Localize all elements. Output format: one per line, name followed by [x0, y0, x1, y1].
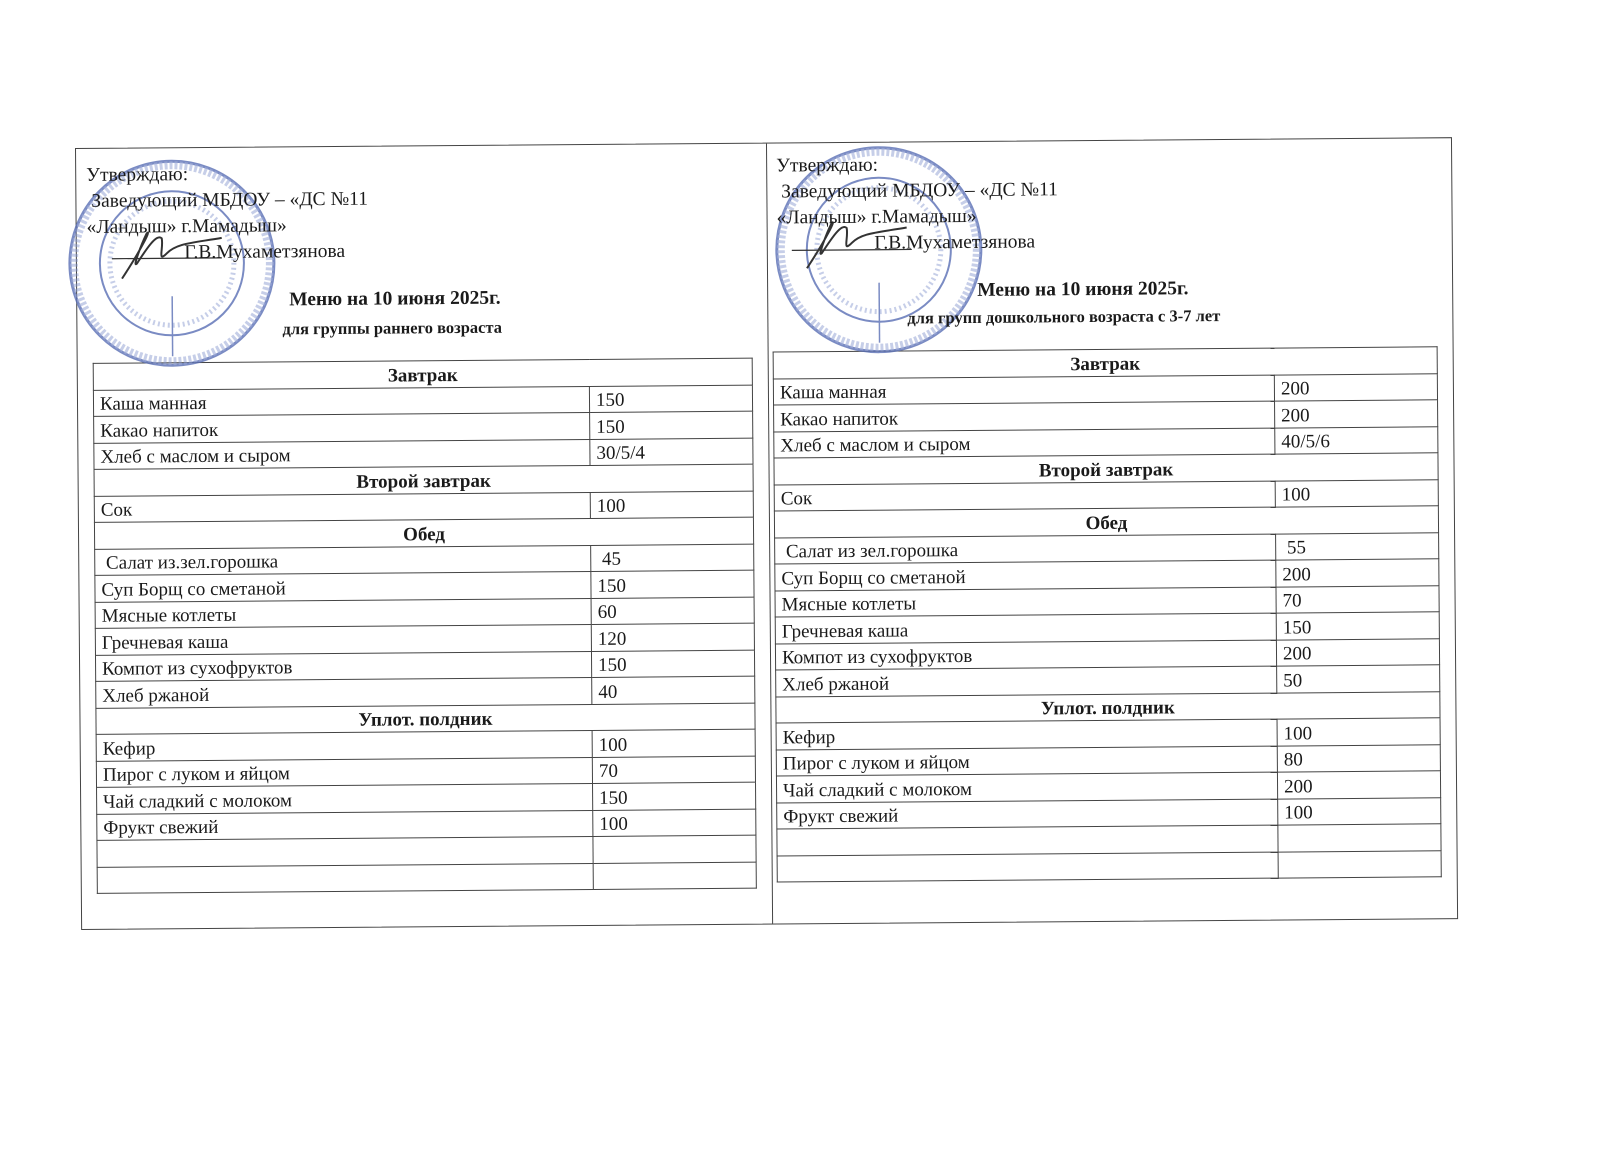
section-title: Обед	[94, 517, 753, 549]
portion-grams: 200	[1276, 638, 1439, 666]
dish-name: Фрукт свежий	[97, 810, 593, 840]
menu-table	[93, 358, 757, 894]
portion-grams: 200	[1274, 373, 1437, 401]
document-frame	[75, 137, 1458, 930]
portion-grams: 80	[1277, 744, 1440, 772]
menu-title: Меню на 10 июня 2025г.	[289, 287, 501, 311]
portion-grams: 40	[592, 676, 755, 704]
dish-name	[777, 852, 1278, 882]
dish-name	[777, 825, 1278, 855]
dish-name: Кефир	[776, 719, 1277, 749]
approval-label: Утверждаю:	[776, 154, 879, 177]
approval-position: Заведующий МБДОУ – «ДС №11	[776, 179, 1058, 203]
portion-grams: 150	[1276, 612, 1439, 640]
approval-position: Заведующий МБДОУ – «ДС №11	[86, 188, 368, 212]
dish-name: Хлеб ржаной	[96, 677, 592, 707]
approval-block	[86, 161, 368, 267]
section-title: Обед	[774, 506, 1438, 538]
portion-grams: 150	[590, 411, 753, 439]
portion-grams	[593, 835, 756, 863]
dish-name: Гречневая каша	[95, 624, 591, 654]
approval-block	[776, 151, 1058, 257]
portion-grams: 100	[592, 729, 755, 757]
portion-grams: 30/5/4	[590, 438, 753, 466]
portion-grams: 200	[1276, 559, 1439, 587]
portion-grams: 100	[1277, 718, 1440, 746]
dish-name: Компот из сухофруктов	[775, 640, 1276, 670]
dish-name: Какао напиток	[774, 401, 1275, 431]
portion-grams: 150	[591, 570, 754, 598]
portion-grams	[593, 862, 756, 890]
portion-grams: 60	[591, 597, 754, 625]
dish-name: Мясные котлеты	[775, 587, 1276, 617]
table-row	[777, 850, 1441, 882]
portion-grams: 120	[591, 623, 754, 651]
portion-grams	[1278, 850, 1441, 878]
dish-name: Чай сладкий с молоком	[776, 772, 1277, 802]
section-title: Завтрак	[93, 358, 752, 390]
dish-name: Мясные котлеты	[95, 598, 591, 628]
menu-table	[773, 346, 1442, 882]
dish-name	[97, 836, 593, 866]
menu-subtitle: для групп дошкольного возраста с 3-7 лет	[907, 306, 1221, 328]
section-title: Уплот. полдник	[96, 703, 755, 735]
section-title: Второй завтрак	[774, 453, 1438, 485]
dish-name: Компот из сухофруктов	[95, 651, 591, 681]
dish-name: Хлеб с маслом и сыром	[774, 428, 1275, 458]
dish-name: Сок	[774, 481, 1275, 511]
approval-label: Утверждаю:	[86, 164, 189, 186]
dish-name: Суп Борщ со сметаной	[775, 560, 1276, 590]
section-title: Второй завтрак	[94, 464, 753, 496]
dish-name	[97, 863, 593, 893]
menu-panel-early-age	[76, 144, 773, 929]
dish-name: Хлеб ржаной	[776, 666, 1277, 696]
menu-panel-preschool	[766, 138, 1457, 923]
dish-name: Каша манная	[93, 386, 589, 416]
approval-signatory: Г.В.Мухаметзянова	[86, 240, 346, 264]
portion-grams: 100	[1278, 797, 1441, 825]
dish-name: Салат из зел.горошка	[775, 534, 1276, 564]
portion-grams: 150	[589, 385, 752, 413]
portion-grams: 45	[591, 544, 754, 572]
portion-grams: 100	[1275, 479, 1438, 507]
section-title: Уплот. полдник	[776, 691, 1440, 723]
menu-subtitle: для группы раннего возраста	[282, 317, 503, 339]
dish-name: Фрукт свежий	[777, 799, 1278, 829]
portion-grams	[1278, 824, 1441, 852]
dish-name: Чай сладкий с молоком	[97, 783, 593, 813]
portion-grams: 55	[1276, 532, 1439, 560]
approval-organization: «Ландыш» г.Мамадыш»	[86, 215, 287, 238]
table-row	[97, 862, 756, 894]
approval-organization: «Ландыш» г.Мамадыш»	[776, 205, 977, 229]
dish-name: Пирог с луком и яйцом	[96, 757, 592, 787]
dish-name: Хлеб с маслом и сыром	[94, 439, 590, 469]
portion-grams: 100	[593, 809, 756, 837]
approval-signatory: Г.В.Мухаметзянова	[776, 231, 1036, 255]
dish-name: Какао напиток	[94, 412, 590, 442]
portion-grams: 150	[591, 650, 754, 678]
portion-grams: 50	[1277, 665, 1440, 693]
portion-grams: 70	[592, 756, 755, 784]
menu-title: Меню на 10 июня 2025г.	[977, 278, 1189, 301]
portion-grams: 100	[590, 491, 753, 519]
dish-name: Гречневая каша	[775, 613, 1276, 643]
dish-name: Каша манная	[773, 375, 1274, 405]
portion-grams: 70	[1276, 585, 1439, 613]
dish-name: Кефир	[96, 730, 592, 760]
dish-name: Пирог с луком и яйцом	[776, 746, 1277, 776]
dish-name: Салат из.зел.горошка	[95, 545, 591, 575]
portion-grams: 200	[1275, 400, 1438, 428]
dish-name: Сок	[94, 492, 590, 522]
portion-grams: 40/5/6	[1275, 426, 1438, 454]
section-title: Завтрак	[773, 347, 1437, 379]
portion-grams: 200	[1277, 771, 1440, 799]
dish-name: Суп Борщ со сметаной	[95, 571, 591, 601]
portion-grams: 150	[593, 782, 756, 810]
